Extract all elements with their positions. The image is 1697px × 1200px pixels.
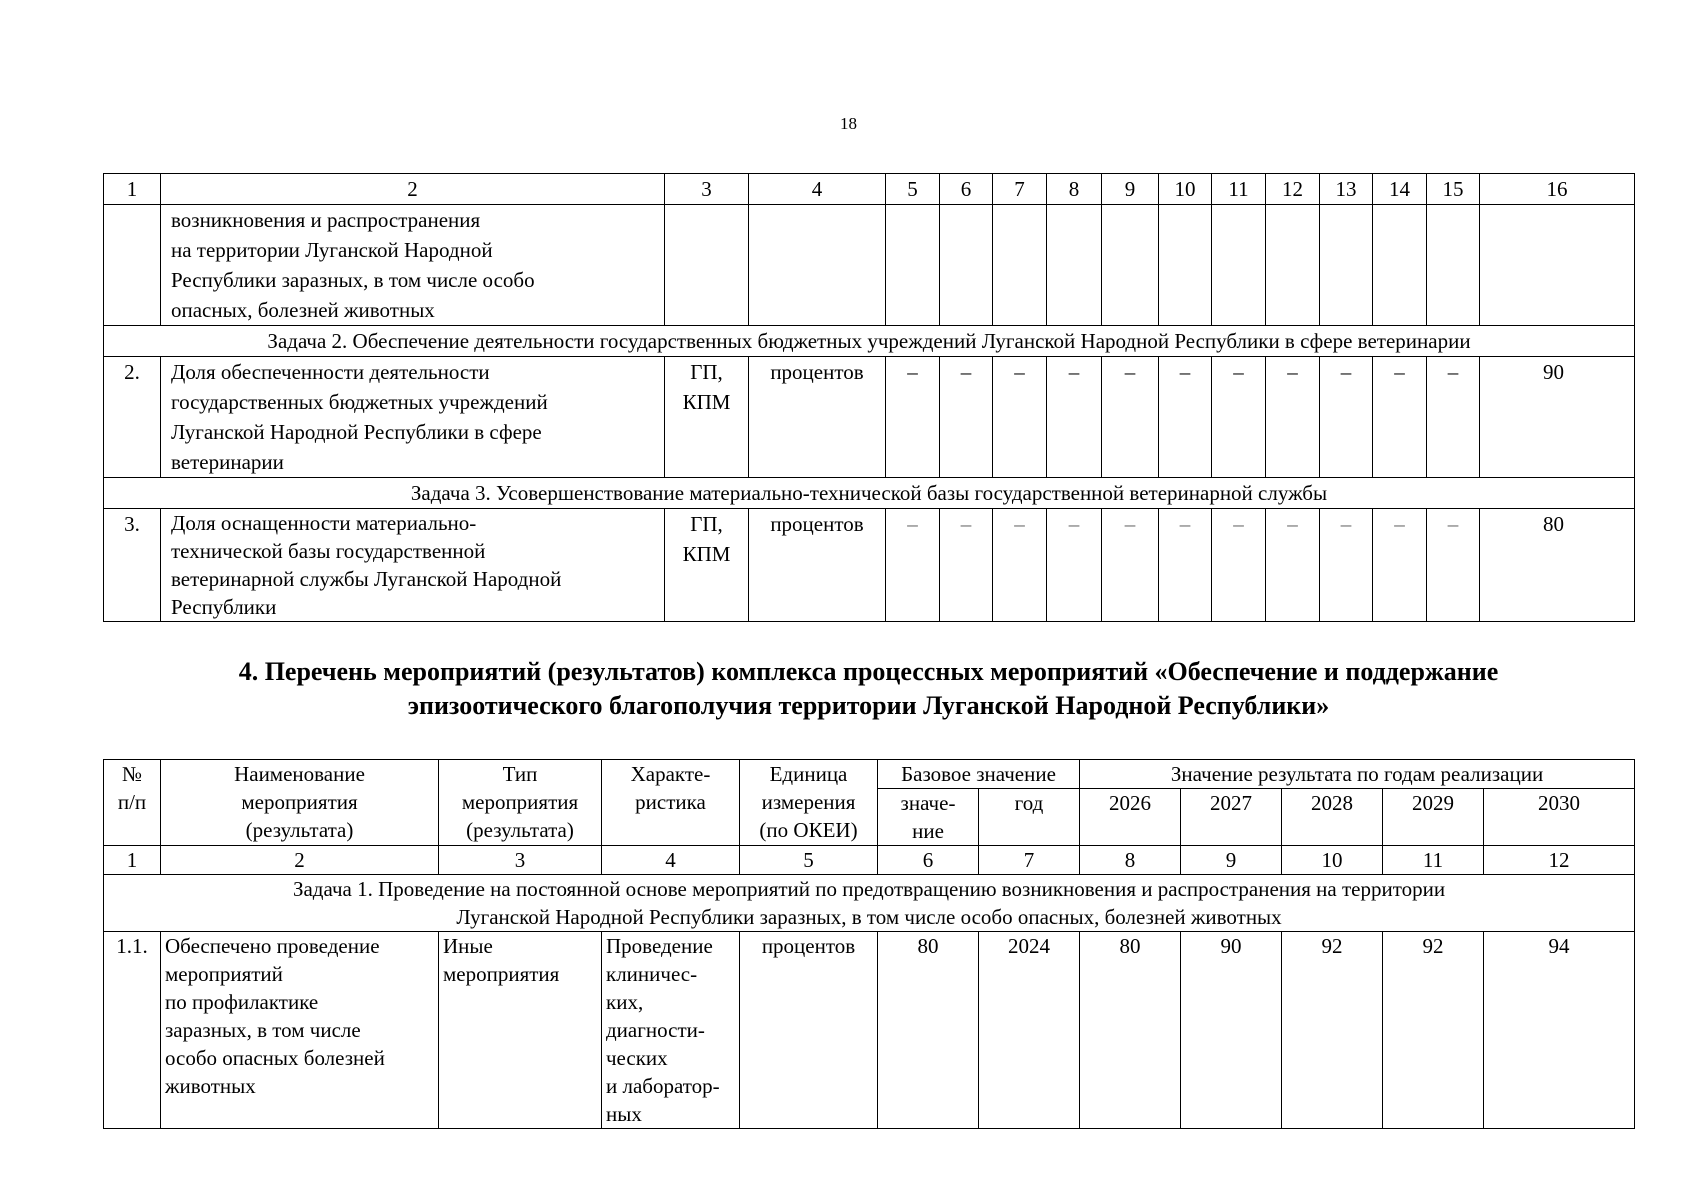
column-number: 7 (993, 174, 1047, 205)
task-3-title: Задача 3. Усовершенствование материально-технической базы государственной ветеринарной службы (104, 478, 1635, 509)
task-row (104, 478, 1635, 509)
indicator-name (161, 357, 665, 478)
dash-cell: – (1266, 509, 1320, 622)
text-line: мероприятия (443, 962, 560, 986)
text-line: Иные (443, 934, 493, 958)
text-line: животных (165, 1074, 256, 1098)
header-year: 2026 (1080, 789, 1181, 846)
text-line: и лаборатор- (606, 1074, 720, 1098)
text-line: КПМ (682, 542, 731, 566)
text-line: Характе- (630, 762, 711, 786)
table-row-1-1 (104, 932, 1635, 1129)
column-number: 12 (1484, 846, 1635, 875)
column-number: 2 (161, 846, 439, 875)
empty-cell (665, 205, 749, 326)
task-row (104, 875, 1635, 932)
dash-cell: – (1266, 357, 1320, 478)
empty-cell (1047, 205, 1102, 326)
dash-cell: – (993, 509, 1047, 622)
text-line: мероприятия (241, 790, 358, 814)
column-number: 4 (602, 846, 740, 875)
indicators-table (103, 173, 1635, 622)
base-value: 80 (878, 932, 979, 1129)
column-number: 10 (1159, 174, 1212, 205)
text-line: Задача 1. Проведение на постоянной основе мероприятий по предотвращению возникновения и распространения на территории (292, 877, 1446, 901)
section-title-line: эпизоотического благополучия территории Луганской Народной Республики» (407, 691, 1330, 720)
year-value: 90 (1181, 932, 1282, 1129)
text-line: мероприятия (461, 790, 579, 814)
column-number: 1 (104, 174, 161, 205)
empty-cell (1373, 205, 1427, 326)
header-years-group: Значение результата по годам реализации (1080, 760, 1635, 789)
column-number: 8 (1080, 846, 1181, 875)
column-number: 5 (886, 174, 940, 205)
dash-cell: – (1047, 357, 1102, 478)
text-line: диагности- (606, 1018, 705, 1042)
dash-cell: – (1159, 509, 1212, 622)
column-number: 16 (1480, 174, 1635, 205)
year-value: 92 (1383, 932, 1484, 1129)
indicator-level (665, 357, 749, 478)
header-year: 2027 (1181, 789, 1282, 846)
column-number: 5 (740, 846, 878, 875)
task-2-title: Задача 2. Обеспечение деятельности государственных бюджетных учреждений Луганской Народной Республики в сфере ветеринарии (104, 326, 1635, 357)
empty-cell (1212, 205, 1266, 326)
text-line: Тип (502, 762, 538, 786)
dash-cell: – (1102, 509, 1159, 622)
dash-cell: – (1427, 357, 1480, 478)
text-line: мероприятий (165, 962, 283, 986)
empty-cell (886, 205, 940, 326)
column-number: 4 (749, 174, 886, 205)
unit-cell: процентов (749, 509, 886, 622)
column-number: 9 (1102, 174, 1159, 205)
text-line: ветеринарной службы Луганской Народной (171, 567, 562, 591)
text-line: ГП, (690, 512, 723, 536)
dash-cell: – (1320, 509, 1373, 622)
column-number: 13 (1320, 174, 1373, 205)
dash-cell: – (1047, 509, 1102, 622)
header-year: 2028 (1282, 789, 1383, 846)
text-line: государственных бюджетных учреждений (171, 390, 548, 414)
dash-cell: – (993, 357, 1047, 478)
text-line: ческих (606, 1046, 668, 1070)
target-value: 90 (1480, 357, 1635, 478)
dash-cell: – (1427, 509, 1480, 622)
text-line: Обеспечено проведение (165, 934, 380, 958)
page-number: 18 (840, 114, 857, 133)
empty-cell (940, 205, 993, 326)
indicator-name (161, 205, 665, 326)
column-number: 9 (1181, 846, 1282, 875)
row-number (104, 205, 161, 326)
text-line: Доля обеспеченности деятельности (171, 360, 490, 384)
text-line: Республики (171, 595, 277, 619)
header-base-value-sub (878, 789, 979, 846)
dash-cell: – (940, 509, 993, 622)
task-1-title (104, 875, 1635, 932)
unit-cell: процентов (749, 357, 886, 478)
text-line: Луганской Народной Республики в сфере (171, 420, 542, 444)
column-number: 10 (1282, 846, 1383, 875)
empty-cell (1266, 205, 1320, 326)
empty-cell (1102, 205, 1159, 326)
text-line: клиничес- (606, 962, 698, 986)
header-year: 2030 (1484, 789, 1635, 846)
text-line: ветеринарии (171, 450, 284, 474)
text-line: особо опасных болезней (165, 1046, 385, 1070)
text-line: Проведение (606, 934, 713, 958)
dash-cell: – (1320, 357, 1373, 478)
dash-cell: – (1212, 357, 1266, 478)
dash-cell: – (1159, 357, 1212, 478)
text-line: значе- (900, 791, 956, 815)
empty-cell (1159, 205, 1212, 326)
text-line: п/п (117, 790, 147, 814)
dash-cell: – (1102, 357, 1159, 478)
measures-table (103, 759, 1635, 1129)
text-line: заразных, в том числе (165, 1018, 361, 1042)
column-number: 1 (104, 846, 161, 875)
text-line: ристика (635, 790, 706, 814)
column-number: 14 (1373, 174, 1427, 205)
table-row-3 (104, 509, 1635, 622)
measure-name (161, 932, 439, 1129)
measure-type (439, 932, 602, 1129)
table1-column-numbers (104, 174, 1635, 205)
base-year: 2024 (979, 932, 1080, 1129)
empty-cell (1427, 205, 1480, 326)
text-line: ных (606, 1102, 642, 1126)
target-value: 80 (1480, 509, 1635, 622)
header-name (161, 760, 439, 846)
dash-cell: – (886, 357, 940, 478)
text-line: технической базы государственной (171, 539, 486, 563)
empty-cell (993, 205, 1047, 326)
empty-cell (749, 205, 886, 326)
task-row (104, 326, 1635, 357)
column-number: 2 (161, 174, 665, 205)
empty-cell (1480, 205, 1635, 326)
header-type (439, 760, 602, 846)
year-value: 80 (1080, 932, 1181, 1129)
header-base-value: Базовое значение (878, 760, 1080, 789)
table-row-continuation (104, 205, 1635, 326)
text-line: Луганской Народной Республики заразных, в том числе особо опасных, болезней животных (456, 905, 1282, 929)
text-line: (результата) (245, 818, 354, 842)
measure-characteristic (602, 932, 740, 1129)
year-value: 94 (1484, 932, 1635, 1129)
text-line: КПМ (682, 390, 731, 414)
empty-cell (1320, 205, 1373, 326)
header-unit (740, 760, 878, 846)
text-line: Доля оснащенности материально- (171, 511, 477, 535)
text-line: опасных, болезней животных (171, 298, 435, 322)
header-num (104, 760, 161, 846)
column-numbers-row (104, 846, 1635, 875)
header-base-year: год (979, 789, 1080, 846)
column-number: 3 (665, 174, 749, 205)
text-line: ние (912, 819, 944, 843)
column-number: 8 (1047, 174, 1102, 205)
dash-cell: – (940, 357, 993, 478)
text-line: ГП, (690, 360, 723, 384)
header-row (104, 760, 1635, 789)
column-number: 3 (439, 846, 602, 875)
section-title (103, 655, 1634, 723)
text-line: Единица (769, 762, 848, 786)
dash-cell: – (1373, 357, 1427, 478)
indicator-level (665, 509, 749, 622)
indicator-name (161, 509, 665, 622)
section-title-line: 4. Перечень мероприятий (результатов) комплекса процессных мероприятий «Обеспечение и поддержание (238, 657, 1499, 686)
header-characteristic (602, 760, 740, 846)
column-number: 11 (1383, 846, 1484, 875)
text-line: измерения (761, 790, 856, 814)
text-line: (результата) (466, 818, 574, 842)
row-number: 3. (104, 509, 161, 622)
row-number: 1.1. (104, 932, 161, 1129)
text-line: по профилактике (165, 990, 319, 1014)
column-number: 7 (979, 846, 1080, 875)
column-number: 11 (1212, 174, 1266, 205)
header-year: 2029 (1383, 789, 1484, 846)
text-line: Республики заразных, в том числе особо (171, 268, 535, 292)
dash-cell: – (1373, 509, 1427, 622)
column-number: 6 (878, 846, 979, 875)
column-number: 12 (1266, 174, 1320, 205)
row-number: 2. (104, 357, 161, 478)
column-number: 6 (940, 174, 993, 205)
text-line: возникновения и распространения (171, 208, 481, 232)
dash-cell: – (1212, 509, 1266, 622)
text-line: ких, (606, 990, 644, 1014)
column-number: 15 (1427, 174, 1480, 205)
dash-cell: – (886, 509, 940, 622)
table-row-2 (104, 357, 1635, 478)
year-value: 92 (1282, 932, 1383, 1129)
text-line: на территории Луганской Народной (171, 238, 493, 262)
text-line: № (121, 762, 143, 786)
text-line: Наименование (234, 762, 365, 786)
unit-cell: процентов (740, 932, 878, 1129)
text-line: (по ОКЕИ) (759, 818, 858, 842)
